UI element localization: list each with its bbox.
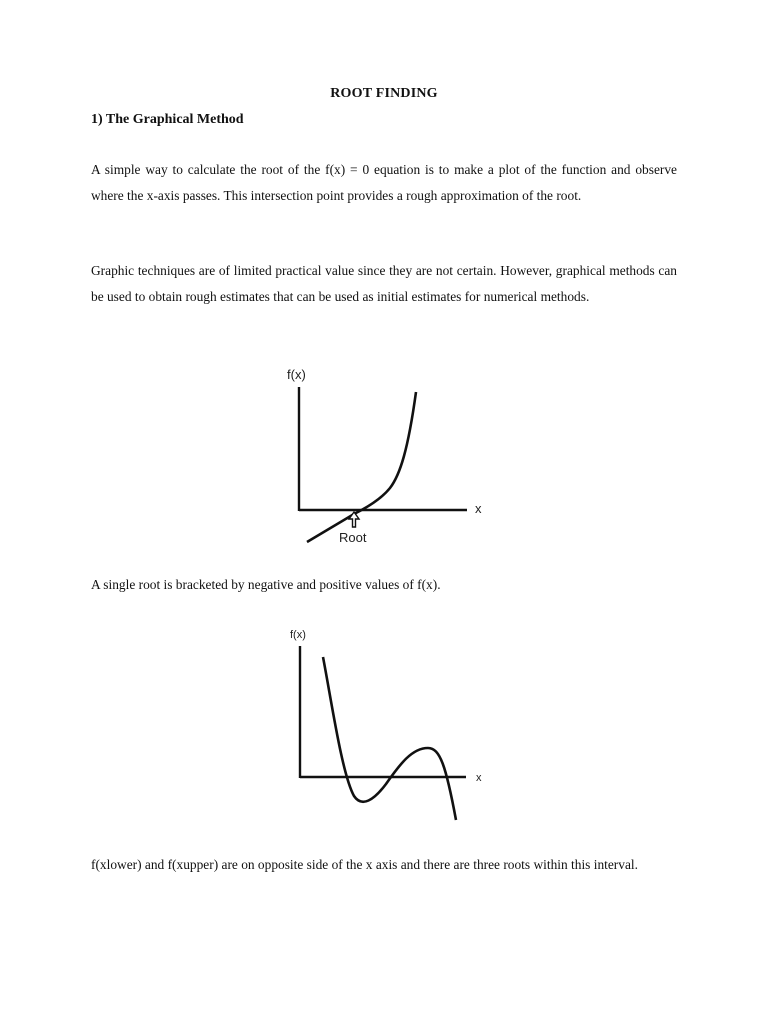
paragraph-three-roots: f(xlower) and f(xupper) are on opposite side of the x axis and there are three roots within this interval. <box>91 857 638 872</box>
y-axis-label: f(x) <box>290 629 306 641</box>
figure-three-roots <box>270 624 500 830</box>
y-axis-label: f(x) <box>287 367 306 382</box>
section-heading: 1) The Graphical Method <box>91 112 244 127</box>
three-roots-graph <box>270 624 500 830</box>
paragraph-limitations: Graphic techniques are of limited practical value since they are not certain. However, graphical methods can be used to obtain rough estimates that can be used as initial estimates for numerical methods. <box>91 263 677 304</box>
single-root-graph <box>270 360 500 555</box>
paragraph-single-root: A single root is bracketed by negative and positive values of f(x). <box>91 577 441 592</box>
function-curve <box>323 657 456 820</box>
document-title: ROOT FINDING <box>330 86 438 101</box>
x-axis-label: x <box>476 772 482 784</box>
function-curve <box>307 392 416 542</box>
x-axis-label: x <box>475 501 482 516</box>
figure-single-root <box>270 360 500 555</box>
root-annotation: Root <box>339 530 367 545</box>
root-arrow-icon <box>349 512 359 527</box>
paragraph-intro: A simple way to calculate the root of the f(x) = 0 equation is to make a plot of the function and observe where the x-axis passes. This intersection point provides a rough approximation of the root. <box>91 162 677 203</box>
